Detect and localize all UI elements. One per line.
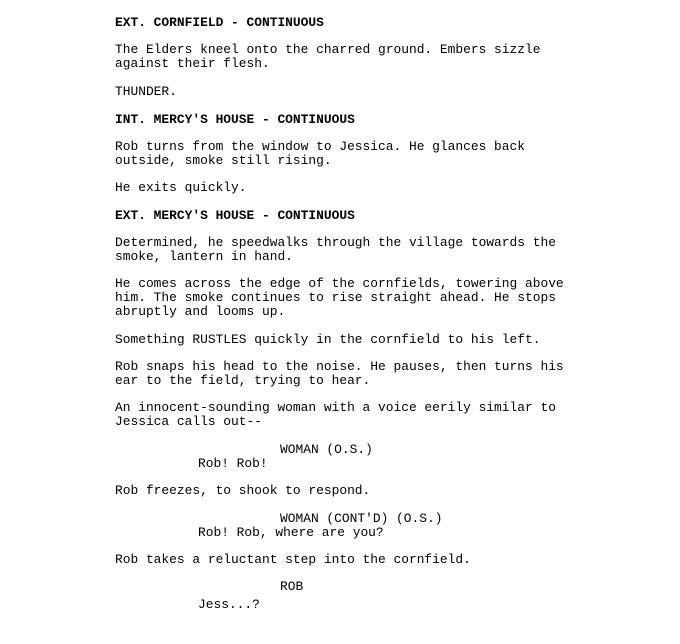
dialogue-line: Jess...? bbox=[198, 597, 260, 612]
character-cue: WOMAN (CONT'D) (O.S.) bbox=[280, 511, 443, 526]
character-cue: ROB bbox=[280, 579, 304, 594]
dialogue-line: Rob! Rob, where are you? bbox=[198, 525, 384, 540]
action-line: Rob takes a reluctant step into the cornfield. bbox=[115, 552, 471, 567]
character-cue: WOMAN (O.S.) bbox=[280, 442, 373, 457]
action-line: Something RUSTLES quickly in the cornfield to his left. bbox=[115, 332, 541, 347]
action-line: He comes across the edge of the cornfields, towering above him. The smoke continues to rise straight ahead. He stops abruptly and looms up. bbox=[115, 276, 564, 319]
dialogue-line: Rob! Rob! bbox=[198, 456, 268, 471]
action-line: An innocent-sounding woman with a voice eerily similar to Jessica calls out-- bbox=[115, 400, 556, 429]
scene-heading: EXT. CORNFIELD - CONTINUOUS bbox=[115, 15, 324, 30]
action-line: Rob snaps his head to the noise. He pauses, then turns his ear to the field, trying to hear. bbox=[115, 359, 564, 388]
scene-heading: EXT. MERCY'S HOUSE - CONTINUOUS bbox=[115, 208, 355, 223]
scene-heading: INT. MERCY'S HOUSE - CONTINUOUS bbox=[115, 112, 355, 127]
action-line: Rob turns from the window to Jessica. He glances back outside, smoke still rising. bbox=[115, 139, 525, 168]
action-line: He exits quickly. bbox=[115, 180, 247, 195]
action-line: Rob freezes, to shook to respond. bbox=[115, 483, 371, 498]
action-line: The Elders kneel onto the charred ground. Embers sizzle against their flesh. bbox=[115, 42, 541, 71]
action-line: Determined, he speedwalks through the village towards the smoke, lantern in hand. bbox=[115, 235, 556, 264]
action-line: THUNDER. bbox=[115, 84, 177, 99]
